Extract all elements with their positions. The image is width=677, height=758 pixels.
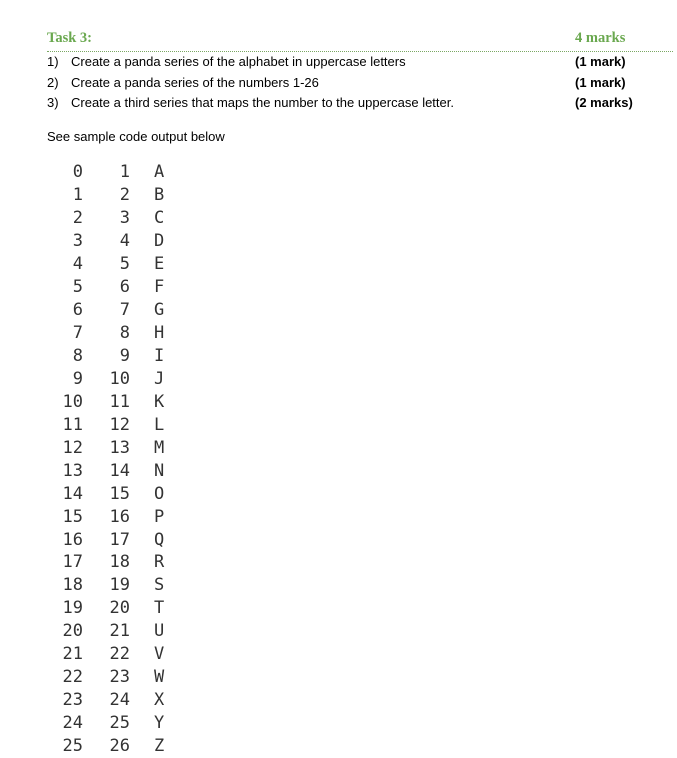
output-letter: L bbox=[154, 414, 165, 435]
sample-code-output bbox=[0, 161, 220, 758]
output-row bbox=[0, 551, 220, 574]
output-row bbox=[0, 643, 220, 666]
output-letter: K bbox=[154, 391, 165, 412]
output-number: 1 bbox=[119, 162, 130, 182]
output-number: 26 bbox=[109, 736, 130, 757]
output-letter: H bbox=[154, 322, 165, 343]
output-letter: J bbox=[154, 368, 165, 389]
output-number: 19 bbox=[109, 575, 130, 596]
output-number: 14 bbox=[109, 460, 130, 481]
output-index: 8 bbox=[72, 345, 83, 366]
output-letter: C bbox=[154, 207, 165, 228]
output-letter: P bbox=[154, 506, 165, 527]
output-row bbox=[0, 666, 220, 689]
output-number: 9 bbox=[119, 345, 130, 366]
output-number: 18 bbox=[109, 552, 130, 573]
output-number: 23 bbox=[109, 667, 130, 688]
requirement-number: 2) bbox=[47, 75, 59, 90]
output-row bbox=[0, 207, 220, 230]
requirement-marks: (1 mark) bbox=[575, 75, 626, 90]
output-number: 16 bbox=[109, 506, 130, 527]
output-row bbox=[0, 689, 220, 712]
output-index: 2 bbox=[72, 207, 83, 228]
output-number: 8 bbox=[119, 322, 130, 343]
output-row bbox=[0, 253, 220, 276]
output-row bbox=[0, 597, 220, 620]
output-row bbox=[0, 161, 220, 184]
requirement-number: 1) bbox=[47, 54, 59, 69]
task-header bbox=[47, 30, 673, 52]
requirement-number: 3) bbox=[47, 95, 59, 110]
output-row bbox=[0, 345, 220, 368]
output-row bbox=[0, 299, 220, 322]
output-number: 20 bbox=[109, 598, 130, 619]
requirement-text: Create a panda series of the numbers 1-26 bbox=[71, 75, 319, 90]
output-index: 23 bbox=[62, 690, 83, 711]
output-index: 21 bbox=[62, 644, 83, 665]
output-index: 14 bbox=[62, 483, 83, 504]
output-index: 18 bbox=[62, 575, 83, 596]
output-row bbox=[0, 437, 220, 460]
output-index: 5 bbox=[72, 276, 83, 297]
output-index: 0 bbox=[72, 162, 83, 182]
output-number: 3 bbox=[119, 207, 130, 228]
output-letter: M bbox=[154, 437, 165, 458]
output-index: 24 bbox=[62, 713, 83, 734]
output-letter: W bbox=[154, 667, 165, 688]
output-row bbox=[0, 620, 220, 643]
output-letter: D bbox=[154, 230, 165, 251]
output-letter: R bbox=[154, 552, 165, 573]
output-index: 13 bbox=[62, 460, 83, 481]
output-letter: G bbox=[154, 299, 165, 320]
output-index: 19 bbox=[62, 598, 83, 619]
output-number: 12 bbox=[109, 414, 130, 435]
output-number: 22 bbox=[109, 644, 130, 665]
output-row bbox=[0, 368, 220, 391]
output-letter: Z bbox=[154, 736, 165, 757]
sample-output-note: See sample code output below bbox=[47, 129, 225, 144]
output-number: 15 bbox=[109, 483, 130, 504]
output-index: 20 bbox=[62, 621, 83, 642]
output-number: 10 bbox=[109, 368, 130, 389]
task-total-marks: 4 marks bbox=[575, 30, 626, 46]
output-number: 6 bbox=[119, 276, 130, 297]
output-number: 11 bbox=[109, 391, 130, 412]
output-letter: F bbox=[154, 276, 165, 297]
output-number: 13 bbox=[109, 437, 130, 458]
output-row bbox=[0, 712, 220, 735]
output-letter: Q bbox=[154, 529, 165, 550]
output-letter: E bbox=[154, 253, 165, 274]
requirement-text: Create a third series that maps the number to the uppercase letter. bbox=[71, 95, 454, 110]
requirement-item bbox=[47, 95, 647, 113]
output-letter: O bbox=[154, 483, 165, 504]
requirement-item bbox=[47, 75, 647, 93]
output-index: 17 bbox=[62, 552, 83, 573]
output-letter: T bbox=[154, 598, 165, 619]
output-row bbox=[0, 735, 220, 758]
output-index: 3 bbox=[72, 230, 83, 251]
requirement-item bbox=[47, 54, 647, 72]
output-letter: X bbox=[154, 690, 165, 711]
output-number: 21 bbox=[109, 621, 130, 642]
output-row bbox=[0, 322, 220, 345]
requirement-marks: (1 mark) bbox=[575, 54, 626, 69]
task-title: Task 3: bbox=[47, 30, 93, 46]
output-letter: U bbox=[154, 621, 165, 642]
output-letter: B bbox=[154, 184, 165, 205]
output-number: 24 bbox=[109, 690, 130, 711]
output-index: 25 bbox=[62, 736, 83, 757]
output-index: 22 bbox=[62, 667, 83, 688]
output-letter: V bbox=[154, 644, 165, 665]
output-letter: A bbox=[154, 162, 165, 182]
output-index: 9 bbox=[72, 368, 83, 389]
output-letter: N bbox=[154, 460, 165, 481]
output-index: 6 bbox=[72, 299, 83, 320]
output-index: 16 bbox=[62, 529, 83, 550]
output-number: 7 bbox=[119, 299, 130, 320]
output-row bbox=[0, 276, 220, 299]
output-number: 17 bbox=[109, 529, 130, 550]
output-index: 15 bbox=[62, 506, 83, 527]
output-number: 2 bbox=[119, 184, 130, 205]
output-number: 25 bbox=[109, 713, 130, 734]
requirement-text: Create a panda series of the alphabet in uppercase letters bbox=[71, 54, 406, 69]
output-index: 7 bbox=[72, 322, 83, 343]
output-row bbox=[0, 184, 220, 207]
output-row bbox=[0, 414, 220, 437]
output-row bbox=[0, 574, 220, 597]
output-row bbox=[0, 230, 220, 253]
output-row bbox=[0, 460, 220, 483]
output-number: 4 bbox=[119, 230, 130, 251]
output-row bbox=[0, 391, 220, 414]
output-number: 5 bbox=[119, 253, 130, 274]
output-index: 11 bbox=[62, 414, 83, 435]
output-letter: I bbox=[154, 345, 165, 366]
output-index: 12 bbox=[62, 437, 83, 458]
output-row bbox=[0, 529, 220, 552]
output-index: 10 bbox=[62, 391, 83, 412]
requirement-marks: (2 marks) bbox=[575, 95, 633, 110]
output-letter: S bbox=[154, 575, 165, 596]
output-index: 1 bbox=[72, 184, 83, 205]
output-letter: Y bbox=[154, 713, 165, 734]
output-index: 4 bbox=[72, 253, 83, 274]
output-row bbox=[0, 506, 220, 529]
output-row bbox=[0, 483, 220, 506]
